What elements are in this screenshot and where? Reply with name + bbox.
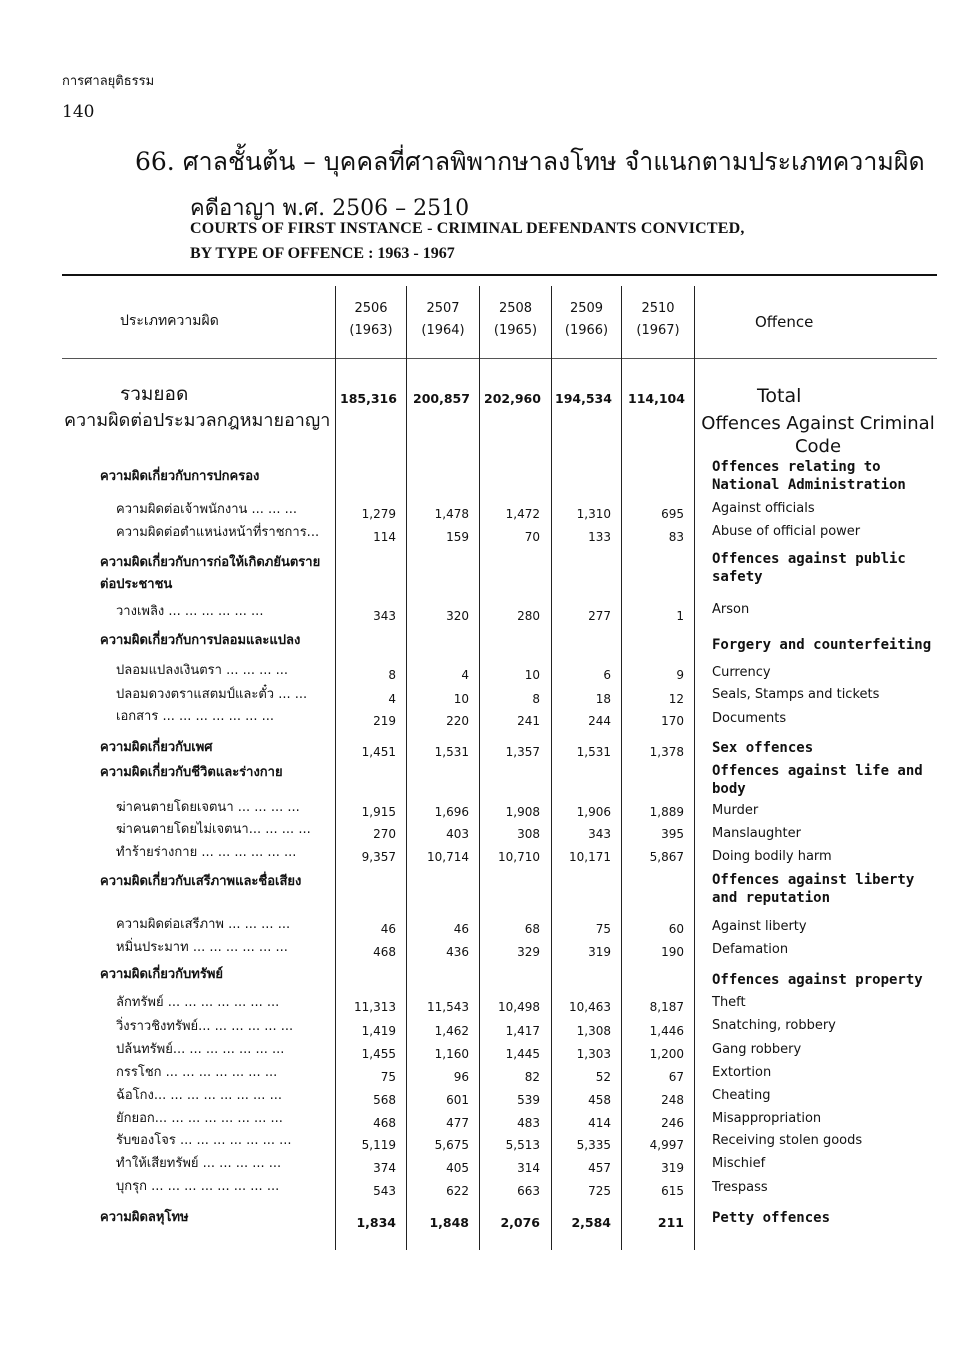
cell-value: 1,531 — [576, 745, 611, 759]
cell-value: 96 — [453, 1070, 469, 1084]
cell-value: 68 — [524, 922, 540, 936]
cell-value: 663 — [517, 1184, 540, 1198]
cell-value: 133 — [588, 530, 611, 544]
offence-english-label: Offences against property — [712, 972, 923, 988]
offence-english-label: Seals, Stamps and tickets — [712, 687, 880, 702]
offence-english-label: Misappropriation — [712, 1111, 822, 1126]
year-header — [622, 298, 694, 342]
offence-english-label: Offences Against Criminal Code — [701, 413, 935, 457]
offence-thai-label: วิ่งราวชิงทรัพย์... ... ... ... ... ... — [116, 1019, 294, 1034]
cell-value: 1,279 — [361, 507, 396, 521]
offence-english-label: Manslaughter — [712, 826, 801, 841]
offence-english-label: Against officials — [712, 501, 815, 516]
cell-value: 8 — [532, 692, 540, 706]
cell-value: 543 — [373, 1184, 396, 1198]
offence-thai-label: ความผิดเกี่ยวกับการปกครอง — [100, 469, 260, 484]
cell-value: 8 — [388, 668, 396, 682]
offence-english-label: Extortion — [712, 1065, 772, 1080]
cell-value: 1,462 — [434, 1024, 469, 1038]
cell-value: 319 — [661, 1161, 684, 1175]
offence-thai-label: ความผิดเกี่ยวกับเพศ — [100, 740, 213, 755]
column-divider — [551, 286, 552, 1250]
cell-value: 9,357 — [361, 850, 396, 864]
cell-value: 244 — [588, 714, 611, 728]
year-header — [336, 298, 406, 342]
cell-value: 343 — [373, 609, 396, 623]
offence-english-label: Offences against liberty and reputation — [712, 872, 915, 906]
cell-value: 11,543 — [427, 1000, 469, 1014]
offence-english-label: Currency — [712, 665, 771, 680]
offence-thai-label: ปลอมแปลงเงินตรา ... ... ... ... — [116, 663, 289, 678]
cell-value: 405 — [446, 1161, 469, 1175]
table-title-thai — [135, 142, 925, 182]
table-number: 66. — [135, 147, 175, 176]
cell-value: 1,696 — [434, 805, 469, 819]
year-header — [480, 298, 551, 342]
cell-value: 1,451 — [361, 745, 396, 759]
top-rule — [62, 274, 937, 276]
offence-english-label: Offences against public safety — [712, 551, 906, 585]
running-head: การศาลยุติธรรม — [62, 74, 155, 89]
cell-value: 1,889 — [649, 805, 684, 819]
cell-value: 329 — [517, 945, 540, 959]
cell-value: 1,834 — [356, 1215, 396, 1230]
offence-english-label: Gang robbery — [712, 1042, 802, 1057]
offence-thai-label: บุกรุก ... ... ... ... ... ... ... ... — [116, 1179, 280, 1194]
cell-value: 320 — [446, 609, 469, 623]
cell-value: 568 — [373, 1093, 396, 1107]
cell-value: 5,119 — [361, 1138, 396, 1152]
table-title-thai-line2: คดีอาญา พ.ศ. 2506 – 2510 — [190, 196, 470, 221]
year-buddhist: 2510 — [641, 301, 675, 316]
offence-thai-label: กรรโชก ... ... ... ... ... ... ... — [116, 1065, 278, 1080]
cell-value: 202,960 — [484, 391, 541, 406]
cell-value: 270 — [373, 827, 396, 841]
cell-value: 343 — [588, 827, 611, 841]
offence-english-label: Against liberty — [712, 919, 807, 934]
cell-value: 170 — [661, 714, 684, 728]
offence-english-label: Petty offences — [712, 1210, 831, 1226]
cell-value: 75 — [380, 1070, 396, 1084]
cell-value: 4 — [388, 692, 396, 706]
cell-value: 1,378 — [649, 745, 684, 759]
offence-thai-label: ความผิดเกี่ยวกับทรัพย์ — [100, 967, 224, 982]
cell-value: 46 — [453, 922, 469, 936]
offence-english-label: Doing bodily harm — [712, 849, 832, 864]
column-divider — [694, 286, 695, 1250]
cell-value: 52 — [595, 1070, 611, 1084]
offence-thai-label: ปล้นทรัพย์... ... ... ... ... ... ... — [116, 1042, 285, 1057]
cell-value: 67 — [668, 1070, 684, 1084]
cell-value: 1,310 — [576, 507, 611, 521]
column-divider — [406, 286, 407, 1250]
offence-english-label: Offences against life and body — [712, 763, 923, 797]
cell-value: 11,313 — [354, 1000, 396, 1014]
cell-value: 280 — [517, 609, 540, 623]
cell-value: 219 — [373, 714, 396, 728]
page-number: 140 — [62, 102, 95, 122]
offence-thai-label: วางเพลิง ... ... ... ... ... ... — [116, 604, 264, 619]
cell-value: 200,857 — [413, 391, 470, 406]
english-offence-header: Offence — [755, 313, 814, 331]
table-title-thai-line1: ศาลชั้นต้น – บุคคลที่ศาลพิพากษาลงโทษ จำแนกตามประเภทความผิด — [182, 147, 925, 176]
cell-value: 1,848 — [429, 1215, 469, 1230]
offence-thai-label: ความผิดต่อประมวลกฎหมายอาญา — [64, 410, 331, 431]
cell-value: 1,478 — [434, 507, 469, 521]
year-buddhist: 2508 — [498, 301, 533, 316]
offence-english-label: Defamation — [712, 942, 789, 957]
cell-value: 246 — [661, 1116, 684, 1130]
cell-value: 1,446 — [649, 1024, 684, 1038]
offence-thai-label: หมิ่นประมาท ... ... ... ... ... ... — [116, 940, 288, 955]
column-divider — [621, 286, 622, 1250]
offence-thai-label: รับของโจร ... ... ... ... ... ... ... — [116, 1133, 292, 1148]
cell-value: 436 — [446, 945, 469, 959]
offence-thai-label: ความผิดต่อตำแหน่งหน้าที่ราชการ... — [116, 525, 320, 540]
cell-value: 114 — [373, 530, 396, 544]
offence-thai-label: ความผิดเกี่ยวกับการก่อให้เกิดภยันตรายต่อประชาชน — [100, 555, 321, 592]
offence-thai-label: เอกสาร ... ... ... ... ... ... ... — [116, 709, 275, 724]
cell-value: 5,675 — [434, 1138, 469, 1152]
cell-value: 615 — [661, 1184, 684, 1198]
cell-value: 457 — [588, 1161, 611, 1175]
cell-value: 1,531 — [434, 745, 469, 759]
cell-value: 1,915 — [361, 805, 396, 819]
cell-value: 601 — [446, 1093, 469, 1107]
cell-value: 4 — [461, 668, 469, 682]
cell-value: 6 — [603, 668, 611, 682]
cell-value: 1,472 — [505, 507, 540, 521]
offence-english-label: Mischief — [712, 1156, 766, 1171]
cell-value: 12 — [668, 692, 684, 706]
cell-value: 483 — [517, 1116, 540, 1130]
year-christian: (1966) — [564, 323, 609, 338]
cell-value: 194,534 — [555, 391, 612, 406]
year-christian: (1967) — [636, 323, 680, 338]
year-buddhist: 2506 — [354, 301, 388, 316]
cell-value: 159 — [446, 530, 469, 544]
column-divider — [335, 286, 336, 1250]
offence-english-label: Trespass — [712, 1180, 768, 1195]
cell-value: 114,104 — [628, 391, 685, 406]
year-buddhist: 2509 — [569, 301, 604, 316]
year-christian: (1965) — [493, 323, 538, 338]
cell-value: 319 — [588, 945, 611, 959]
cell-value: 468 — [373, 945, 396, 959]
cell-value: 2,584 — [571, 1215, 611, 1230]
offence-english-label: Theft — [712, 995, 746, 1010]
cell-value: 414 — [588, 1116, 611, 1130]
cell-value: 477 — [446, 1116, 469, 1130]
cell-value: 1,906 — [576, 805, 611, 819]
offence-thai-label: ยักยอก... ... ... ... ... ... ... ... — [116, 1111, 283, 1126]
cell-value: 403 — [446, 827, 469, 841]
cell-value: 695 — [661, 507, 684, 521]
cell-value: 10 — [453, 692, 469, 706]
cell-value: 10,710 — [498, 850, 540, 864]
cell-value: 211 — [657, 1215, 684, 1230]
offence-english-label: Sex offences — [712, 740, 814, 756]
offence-thai-label: ปลอมดวงตราแสตมป์และตั๋ว ... ... — [116, 687, 308, 702]
cell-value: 468 — [373, 1116, 396, 1130]
cell-value: 1,908 — [505, 805, 540, 819]
cell-value: 70 — [524, 530, 540, 544]
cell-value: 10,463 — [569, 1000, 611, 1014]
cell-value: 2,076 — [500, 1215, 540, 1230]
offence-thai-label: ความผิดเกี่ยวกับชีวิตและร่างกาย — [100, 765, 283, 780]
cell-value: 725 — [588, 1184, 611, 1198]
cell-value: 248 — [661, 1093, 684, 1107]
cell-value: 190 — [661, 945, 684, 959]
offence-english-label: Cheating — [712, 1088, 771, 1103]
cell-value: 18 — [595, 692, 611, 706]
offence-english-label: Receiving stolen goods — [712, 1133, 863, 1148]
cell-value: 83 — [668, 530, 684, 544]
cell-value: 75 — [595, 922, 611, 936]
cell-value: 4,997 — [649, 1138, 684, 1152]
cell-value: 5,513 — [505, 1138, 540, 1152]
offence-english-label: Arson — [712, 602, 750, 617]
cell-value: 1,445 — [505, 1047, 540, 1061]
cell-value: 82 — [524, 1070, 540, 1084]
table-title-english-line1: COURTS OF FIRST INSTANCE - CRIMINAL DEFENDANTS CONVICTED, — [190, 220, 745, 237]
cell-value: 1,160 — [434, 1047, 469, 1061]
cell-value: 395 — [661, 827, 684, 841]
offence-thai-label: ฉ้อโกง... ... ... ... ... ... ... ... — [116, 1088, 282, 1103]
offence-thai-label: ฆ่าคนตายโดยไม่เจตนา... ... ... ... — [116, 822, 311, 837]
cell-value: 1,200 — [649, 1047, 684, 1061]
offence-english-label: Murder — [712, 803, 759, 818]
cell-value: 1,357 — [505, 745, 540, 759]
cell-value: 9 — [676, 668, 684, 682]
cell-value: 220 — [446, 714, 469, 728]
offence-english-label: Snatching, robbery — [712, 1018, 836, 1033]
cell-value: 10,714 — [427, 850, 469, 864]
offence-english-label: Abuse of official power — [712, 524, 861, 539]
cell-value: 374 — [373, 1161, 396, 1175]
cell-value: 10,171 — [569, 850, 611, 864]
cell-value: 8,187 — [649, 1000, 684, 1014]
offence-thai-label: ความผิดต่อเจ้าพนักงาน ... ... ... — [116, 502, 297, 517]
offence-thai-label: ความผิดต่อเสรีภาพ ... ... ... ... — [116, 917, 291, 932]
cell-value: 314 — [517, 1161, 540, 1175]
cell-value: 622 — [446, 1184, 469, 1198]
year-header — [552, 298, 621, 342]
cell-value: 5,867 — [649, 850, 684, 864]
cell-value: 539 — [517, 1093, 540, 1107]
header-rule — [62, 358, 937, 359]
offence-thai-label: ทำร้ายร่างกาย ... ... ... ... ... ... — [116, 845, 297, 860]
year-christian: (1963) — [349, 323, 393, 338]
cell-value: 241 — [517, 714, 540, 728]
thai-offence-header: ประเภทความผิด — [120, 313, 219, 329]
offence-thai-label: ความผิดเกี่ยวกับการปลอมและแปลง — [100, 633, 301, 648]
cell-value: 1 — [676, 609, 684, 623]
cell-value: 458 — [588, 1093, 611, 1107]
offence-english-label: Offences relating to National Administration — [712, 459, 906, 493]
offence-thai-label: ทำให้เสียทรัพย์ ... ... ... ... ... — [116, 1156, 282, 1171]
cell-value: 46 — [380, 922, 396, 936]
table-title-english-line2: BY TYPE OF OFFENCE : 1963 - 1967 — [190, 245, 455, 262]
offence-thai-label: ความผิดเกี่ยวกับเสรีภาพและชื่อเสียง — [100, 874, 302, 889]
cell-value: 1,308 — [576, 1024, 611, 1038]
cell-value: 1,417 — [505, 1024, 540, 1038]
cell-value: 308 — [517, 827, 540, 841]
cell-value: 5,335 — [576, 1138, 611, 1152]
offence-thai-label: ความผิดลหุโทษ — [100, 1210, 189, 1225]
cell-value: 1,419 — [361, 1024, 396, 1038]
cell-value: 1,455 — [361, 1047, 396, 1061]
offence-english-label: Forgery and counterfeiting — [712, 637, 932, 653]
cell-value: 1,303 — [576, 1047, 611, 1061]
cell-value: 10 — [524, 668, 540, 682]
offence-thai-label: ลักทรัพย์ ... ... ... ... ... ... ... — [116, 995, 280, 1010]
year-christian: (1964) — [421, 323, 465, 338]
offence-thai-label: ฆ่าคนตายโดยเจตนา ... ... ... ... — [116, 800, 300, 815]
offence-english-label: Total — [757, 385, 802, 407]
cell-value: 185,316 — [340, 391, 397, 406]
offence-thai-label: รวมยอด — [120, 383, 189, 405]
cell-value: 277 — [588, 609, 611, 623]
cell-value: 10,498 — [498, 1000, 540, 1014]
year-header — [407, 298, 479, 342]
year-buddhist: 2507 — [426, 301, 460, 316]
cell-value: 60 — [668, 922, 684, 936]
offence-english-label: Documents — [712, 711, 787, 726]
column-divider — [479, 286, 480, 1250]
